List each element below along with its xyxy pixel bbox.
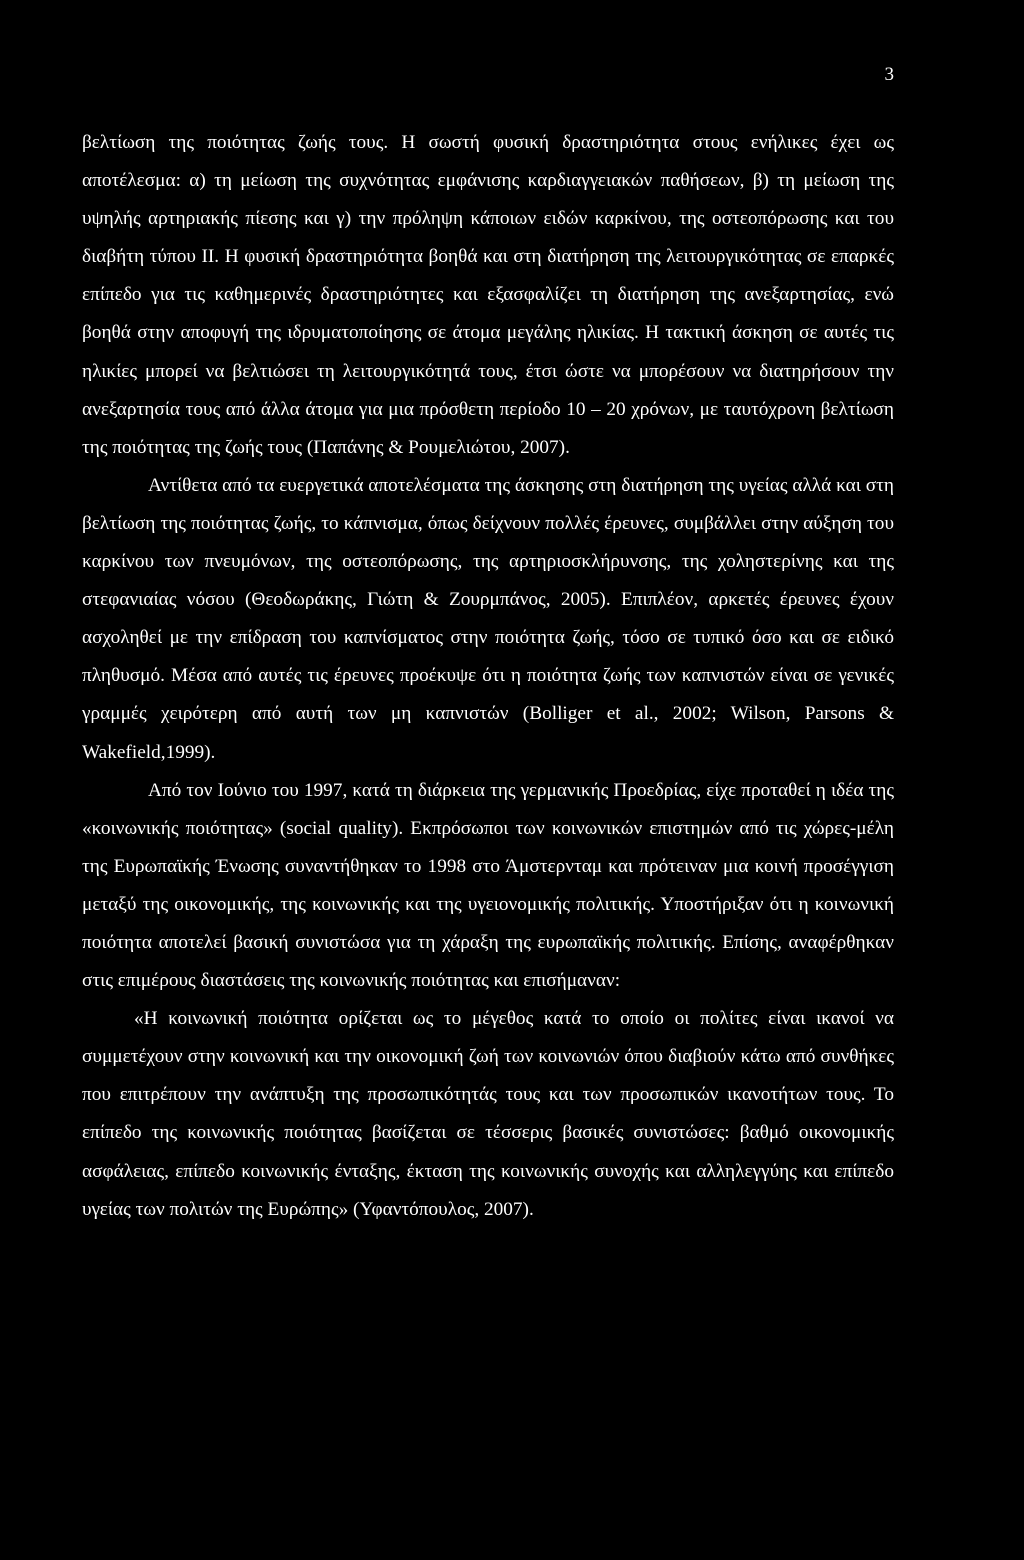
- paragraph-social-quality: Από τον Ιούνιο του 1997, κατά τη διάρκεια της γερμανικής Προεδρίας, είχε προταθεί η ιδέα της «κοινωνικής ποιότητας» (social quality). Εκπρόσωποι των κοινωνικών επιστημών από τις χώρες-μέλη της Ευρωπαϊκής Ένωσης συναντήθηκαν το 1998 στο Άμστερνταμ και πρότειναν μια κοινή προσέγγιση μεταξύ της οικονομικής, της κοινωνικής και της υγειονομικής πολιτικής. Υποστήριξαν ότι η κοινωνική ποιότητα αποτελεί βασική συνιστώσα για τη χάραξη της ευρωπαϊκής πολιτικής. Επίσης, αναφέρθηκαν στις επιμέρους διαστάσεις της κοινωνικής ποιότητας και επισήμαναν:: [82, 779, 894, 992]
- page-number: 3: [884, 64, 894, 85]
- paragraph-smoking: Αντίθετα από τα ευεργετικά αποτελέσματα της άσκησης στη διατήρηση της υγείας αλλά και στη βελτίωση της ποιότητας ζωής, το κάπνισμα, όπως δείχνουν πολλές έρευνες, συμβάλλει στην αύξηση του καρκίνου των πνευμόνων, της οστεοπόρωσης, της αρτηριοσκλήρυνσης, της χοληστερίνης και της στεφανιαίας νόσου (Θεοδωράκης, Γιώτη & Ζουρμπάνος, 2005). Επιπλέον, αρκετές έρευνες έχουν ασχοληθεί με την επίδραση του καπνίσματος στην ποιότητα ζωής, τόσο σε τυπικό όσο και σε ειδικό πληθυσμό. Μέσα από αυτές τις έρευνες προέκυψε ότι η ποιότητα ζωής των καπνιστών είναι σε γενικές γραμμές χειρότερη από αυτή των μη καπνιστών (Bolliger et al., 2002; Wilson, Parsons & Wakefield,1999).: [82, 474, 894, 763]
- paragraph-physical-activity: βελτίωση της ποιότητας ζωής τους. Η σωστή φυσική δραστηριότητα στους ενήλικες έχει ως αποτέλεσμα: α) τη μείωση της συχνότητας εμφάνισης καρδιαγγειακών παθήσεων, β) τη μείωση της υψηλής αρτηριακής πίεσης και γ) την πρόληψη κάποιων ειδών καρκίνου, της οστεοπόρωσης και του διαβήτη τύπου ΙΙ. Η φυσική δραστηριότητα βοηθά και στη διατήρηση της λειτουργικότητας σε επαρκές επίπεδο για τις καθημερινές δραστηριότητες και εξασφαλίζει τη διατήρηση της ανεξαρτησίας, ενώ βοηθά στην αποφυγή της ιδρυματοποίησης σε άτομα μεγάλης ηλικίας. Η τακτική άσκηση σε αυτές τις ηλικίες μπορεί να βελτιώσει τη λειτουργικότητά τους, έτσι ώστε να μπορέσουν να διατηρήσουν την ανεξαρτησία τους από άλλα άτομα για μια πρόσθετη περίοδο 10 – 20 χρόνων, με ταυτόχρονη βελτίωση της ποιότητας της ζωής τους (Παπάνης & Ρουμελιώτου, 2007).: [82, 132, 894, 458]
- paragraph-quote: «Η κοινωνική ποιότητα ορίζεται ως το μέγεθος κατά το οποίο οι πολίτες είναι ικανοί να συμμετέχουν στην κοινωνική και την οικονομική ζωή των κοινωνιών όπου διαβιούν κάτω από συνθήκες που επιτρέπουν την ανάπτυξη της προσωπικότητάς τους και των προσωπικών ικανοτήτων τους. Το επίπεδο της κοινωνικής ποιότητας βασίζεται σε τέσσερις βασικές συνιστώσες: βαθμό οικονομικής ασφάλειας, επίπεδο κοινωνικής ένταξης, έκταση της κοινωνικής συνοχής και αλληλεγγύης και επίπεδο υγείας των πολιτών της Ευρώπης» (Υφαντόπουλος, 2007).: [82, 1008, 894, 1220]
- document-body: [82, 124, 894, 1229]
